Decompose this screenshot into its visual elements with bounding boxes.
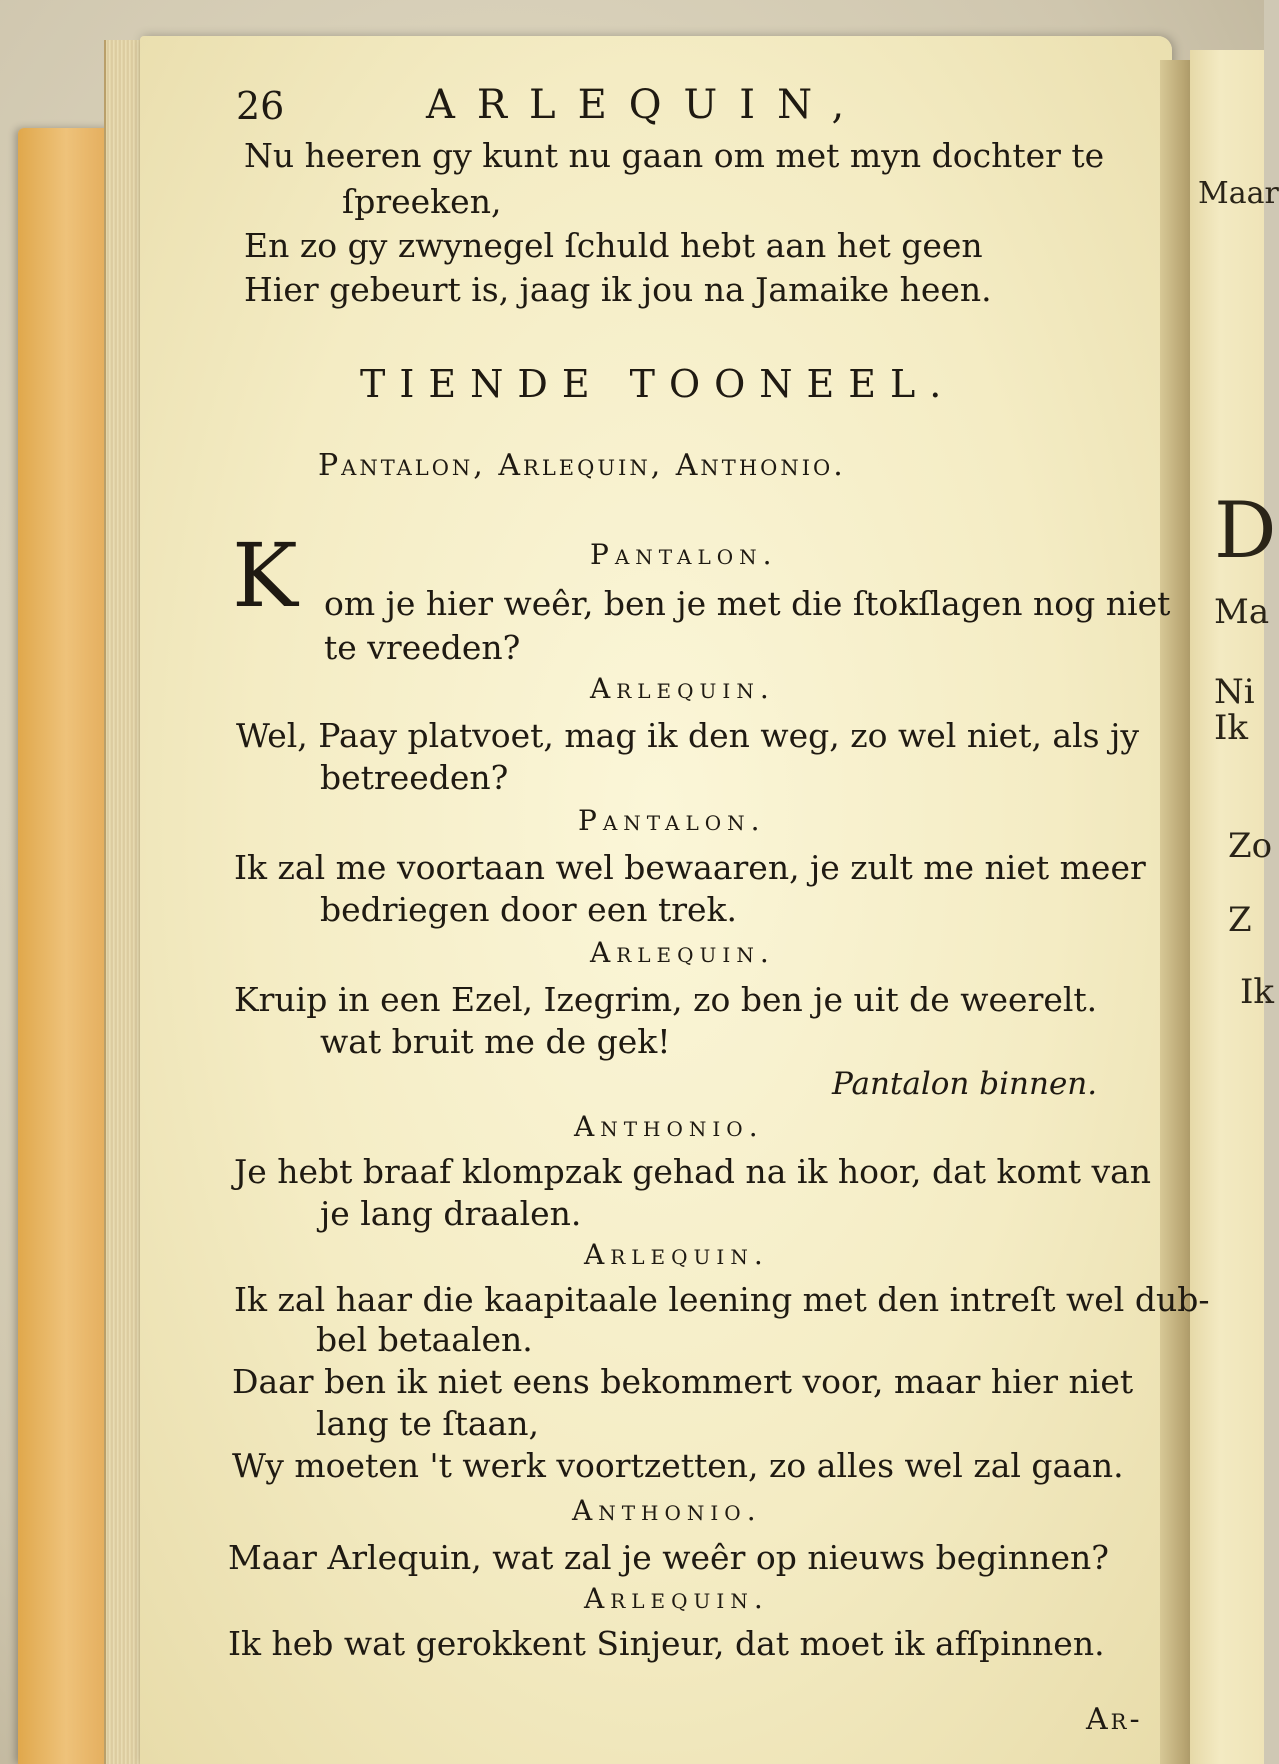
facing-page	[1190, 50, 1264, 1764]
verse-line: Hier gebeurt is, jaag ik jou na Jamaike heen.	[244, 270, 992, 309]
drop-capital: K	[232, 524, 298, 627]
dialogue-line: Daar ben ik niet eens bekommert voor, maar hier niet	[232, 1362, 1134, 1401]
dialogue-line: betreeden?	[320, 758, 509, 797]
facing-page-text: Ma	[1214, 592, 1270, 632]
dialogue-line: Ik zal haar die kaapitaale leening met den intreſt wel dub-	[234, 1280, 1210, 1319]
speaker-name: Pantalon.	[578, 804, 766, 837]
verse-line: En zo gy zwynegel ſchuld hebt aan het geen	[244, 226, 983, 265]
dialogue-line: je lang draalen.	[320, 1194, 582, 1233]
speaker-name: Arlequin.	[584, 1238, 769, 1271]
speaker-name: Anthonio.	[574, 1110, 764, 1143]
facing-page-text: D	[1214, 486, 1277, 576]
verse-line: Nu heeren gy kunt nu gaan om met myn dochter te	[244, 136, 1105, 175]
running-head: ARLEQUIN,	[426, 82, 867, 128]
facing-page-text: Ni	[1214, 672, 1255, 712]
scene-title: TIENDE TOONEEL.	[360, 362, 956, 406]
facing-page-text: Maar	[1198, 176, 1279, 211]
dialogue-line: lang te ſtaan,	[316, 1404, 539, 1443]
speaker-name: Arlequin.	[590, 672, 775, 705]
dialogue-line: Wy moeten 't werk voortzetten, zo alles wel zal gaan.	[232, 1446, 1124, 1485]
dialogue-line: bedriegen door een trek.	[320, 890, 738, 929]
dialogue-line: wat bruit me de gek!	[320, 1022, 671, 1061]
catchword: Ar-	[1086, 1702, 1143, 1737]
facing-page-text: Ik	[1214, 708, 1249, 748]
facing-page-text: Z	[1228, 900, 1252, 940]
dialogue-line: te vreeden?	[324, 628, 521, 667]
dialogue-line: Maar Arlequin, wat zal je weêr op nieuws beginnen?	[228, 1538, 1109, 1577]
dialogue-line: Je hebt braaf klompzak gehad na ik hoor, dat komt van	[234, 1152, 1152, 1191]
dialogue-line: Kruip in een Ezel, Izegrim, zo ben je uit de weerelt.	[234, 980, 1098, 1019]
dialogue-line: bel betaalen.	[316, 1320, 533, 1359]
speaker-name: Arlequin.	[590, 936, 775, 969]
speaker-name: Arlequin.	[584, 1582, 769, 1615]
cast-list: Pantalon, Arlequin, Anthonio.	[318, 448, 846, 483]
dialogue-line: Ik heb wat gerokkent Sinjeur, dat moet ik afſpinnen.	[228, 1624, 1105, 1663]
dialogue-line: om je hier weêr, ben je met die ſtokſlagen nog niet	[324, 584, 1171, 623]
dialogue-line: Ik zal me voortaan wel bewaaren, je zult me niet meer	[234, 848, 1146, 887]
facing-page-text: Ik	[1240, 972, 1275, 1012]
verse-line: ſpreeken,	[342, 182, 502, 221]
facing-page-text: Zo	[1228, 826, 1273, 866]
speaker-name: Pantalon.	[590, 538, 778, 571]
dialogue-line: Wel, Paay platvoet, mag ik den weg, zo wel niet, als jy	[236, 716, 1139, 755]
page-number: 26	[236, 84, 285, 128]
speaker-name: Anthonio.	[572, 1494, 762, 1527]
stage-direction: Pantalon binnen.	[832, 1066, 1098, 1102]
